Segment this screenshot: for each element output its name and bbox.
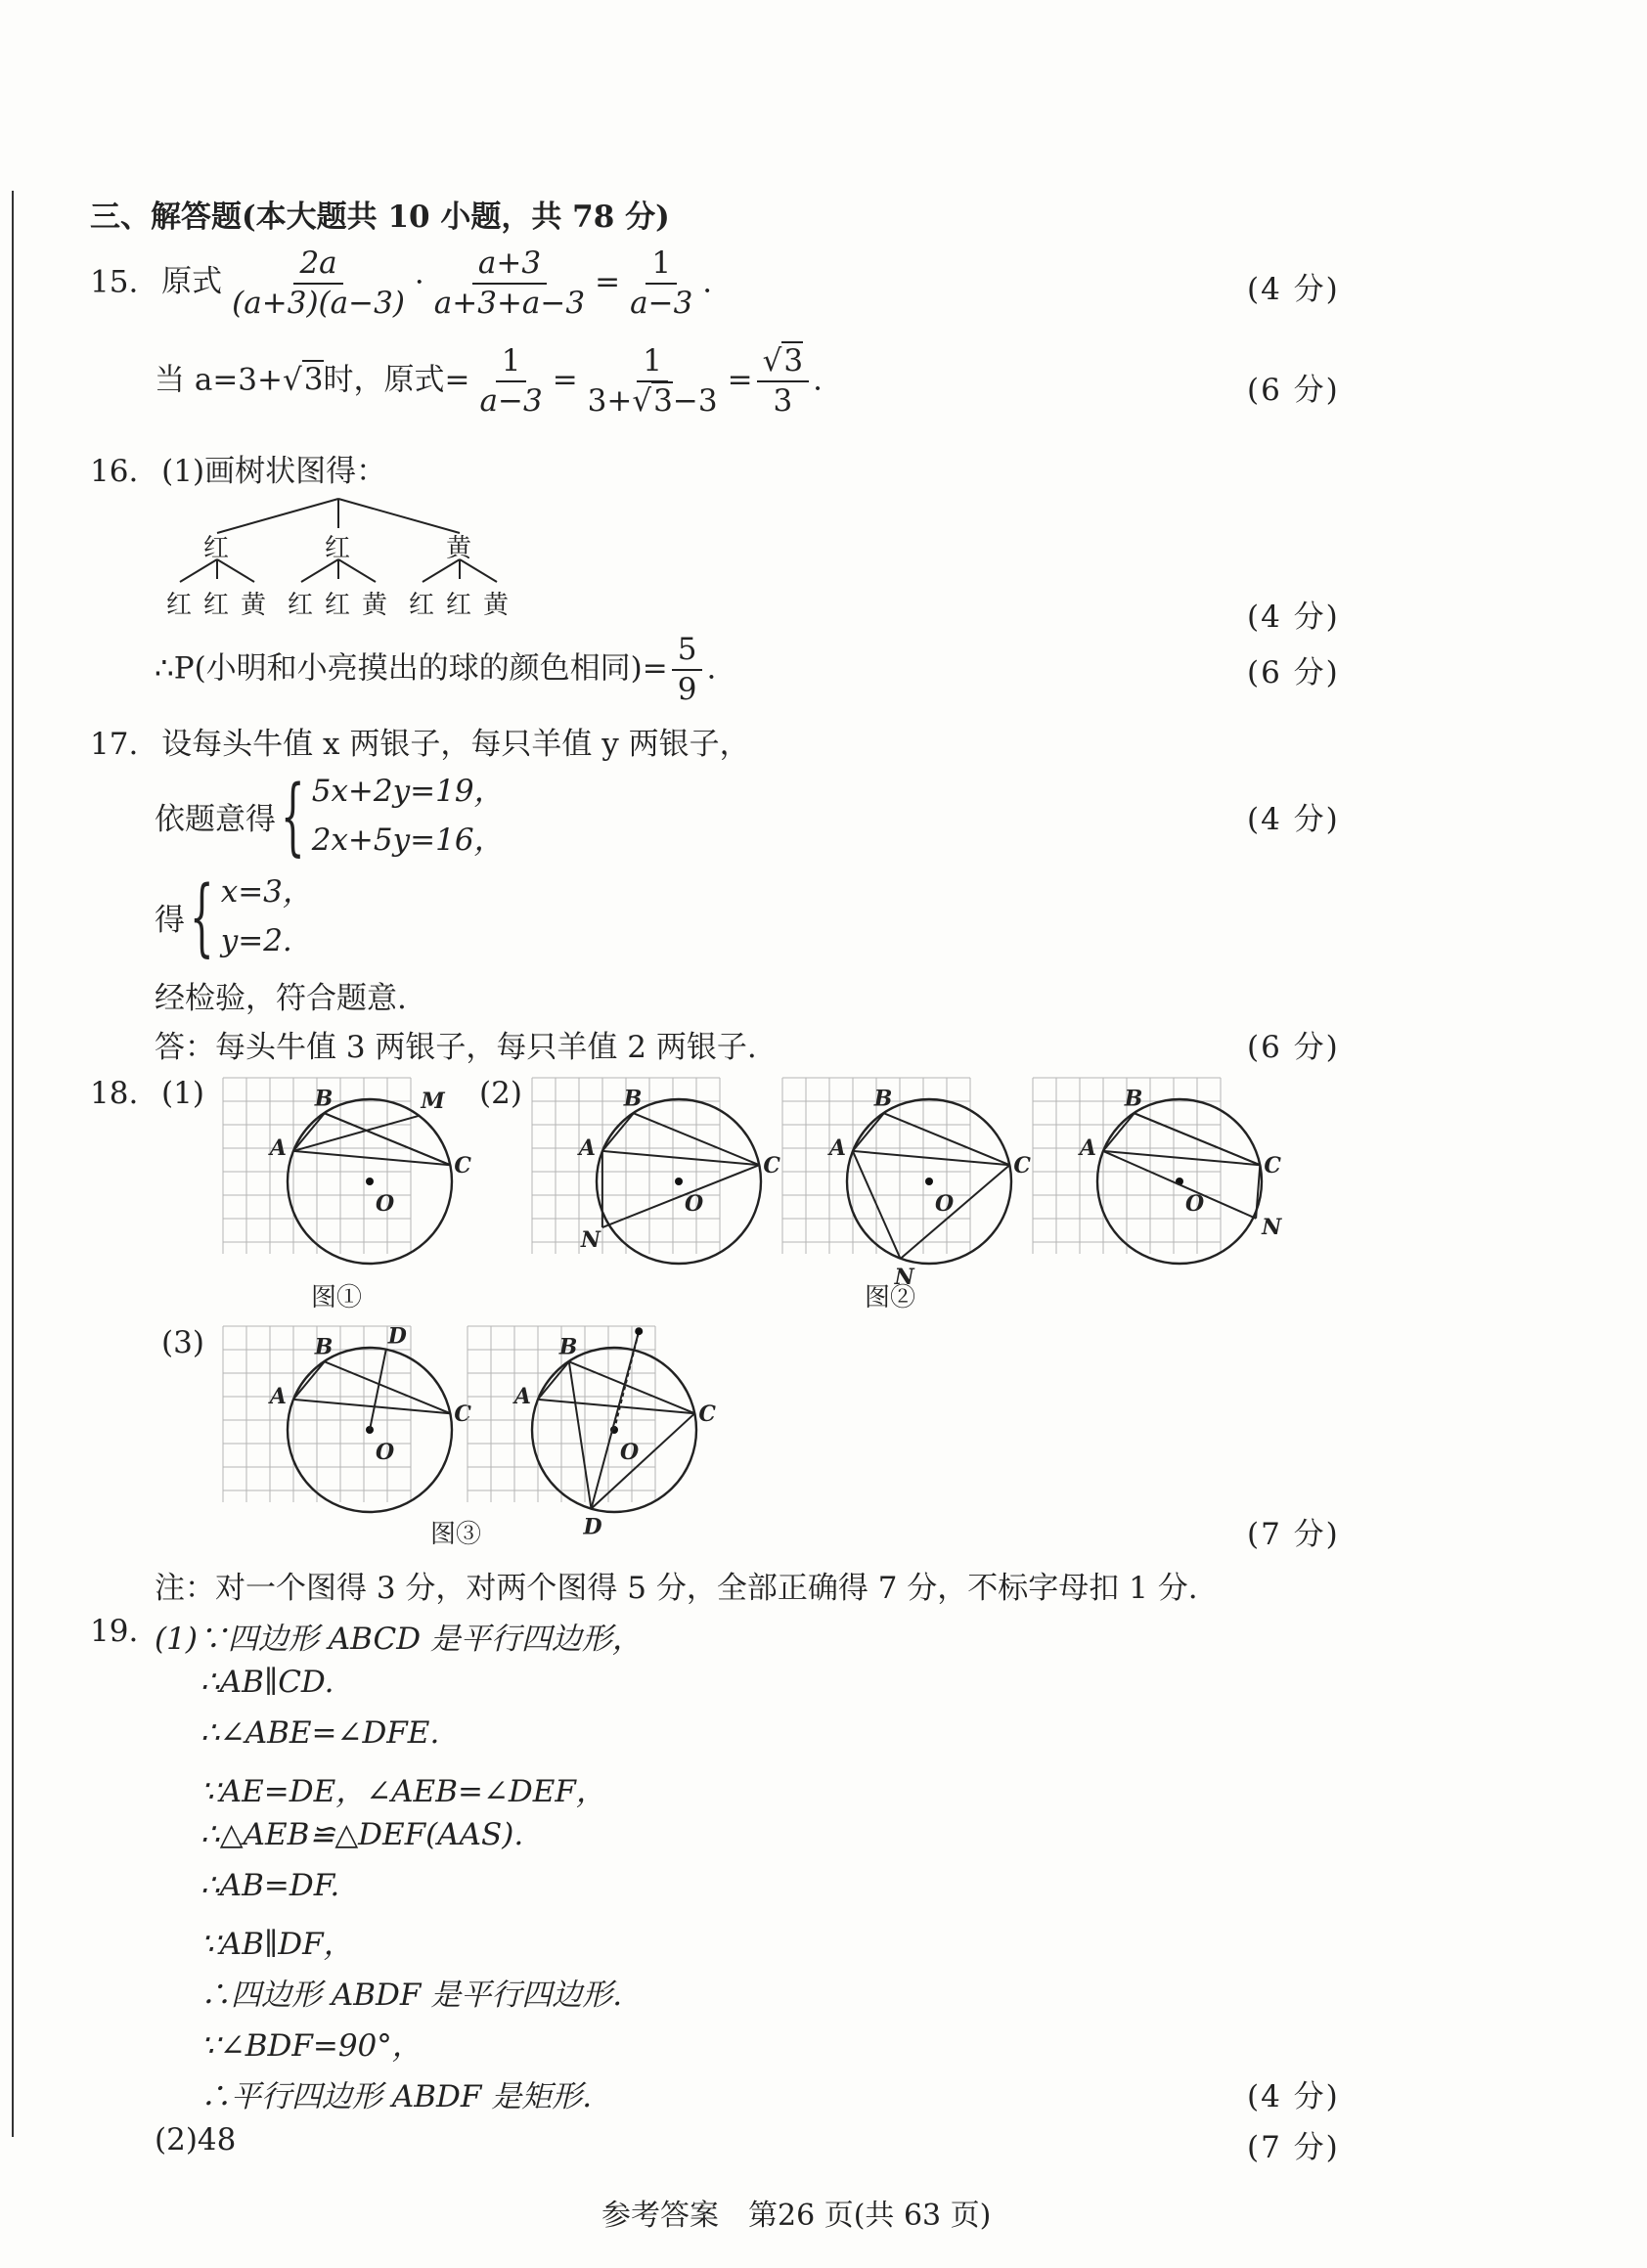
tree-l2-2-0: 红 [409,591,435,620]
q19-line-8: ∵∠BDF=90°， [200,2028,423,2064]
label-o: O [376,1440,395,1465]
label-a: A [578,1134,596,1161]
q17-sol-prefix: 得 [155,903,185,939]
q17-solution [155,868,313,965]
tree-l2-1-2: 黄 [362,591,388,620]
left-margin-rule [12,191,14,2137]
q15-number: 15. [90,264,139,300]
label-c: C [1264,1153,1281,1179]
q17-number: 17. [90,727,139,762]
q19-part2: (2)48 [155,2122,237,2157]
q17-prefix: 依题意得 [155,802,276,838]
q17-sol1: x=3， [220,874,313,910]
q15-score-1: (4 分) [1247,272,1340,307]
q19-line-1: ∴AB∥CD. [200,1665,334,1700]
label-a: A [269,1134,287,1161]
brace-icon: { [190,867,214,966]
tree-l2-0-1: 红 [203,591,230,620]
tree-l1-0: 红 [203,534,230,563]
section-heading: 三、解答题(本大题共 10 小题，共 78 分) [90,200,670,235]
q16-number: 16. [90,454,139,489]
q15-fraction-5: $\frac{1}{3+√3-3}$ [587,343,718,419]
q16-line1 [90,446,386,490]
figure-1-1 [223,1074,471,1260]
label-b: B [873,1086,893,1112]
q19-line-9: ∴平行四边形 ABDF 是矩形. [200,2079,593,2114]
q15-score-2: (6 分) [1247,373,1340,408]
tree-l2-2-2: 黄 [483,591,510,620]
label-o: O [685,1191,704,1217]
label-n: N [894,1264,914,1290]
q17-answer: 答：每头牛值 3 两银子，每只羊值 2 两银子. [155,1030,757,1065]
q15-fraction-4: $\frac{1}{a-3}$ [479,343,543,419]
fig3-caption: 图③ [430,1520,482,1549]
figure-2-3 [1033,1074,1282,1260]
q15-line1 [90,245,712,323]
q19-line-4: ∴△AEB≌△DEF(AAS). [200,1817,524,1852]
label-c: C [454,1401,471,1428]
q15-fraction-6: $\frac{√3}{3}$ [757,342,810,421]
label-n: N [580,1227,601,1254]
label-o: O [935,1191,955,1217]
fig2-caption: 图② [865,1283,916,1312]
figure-3-1 [223,1322,471,1508]
fig1-caption: 图① [311,1283,363,1312]
q19-number: 19. [90,1614,139,1649]
label-c: C [763,1153,780,1179]
figure-3-2 [467,1322,716,1540]
q18-number: 18. [90,1076,139,1111]
q15-prefix: 原式 [161,264,223,300]
q15-line2-prefix: 当 a=3+ [155,362,284,398]
q16-probability-line: ∴P(小明和小亮摸出的球的颜色相同)= $\frac{5}{9}$ . [155,632,717,707]
label-b: B [558,1334,578,1360]
q18-note: 注：对一个图得 3 分，对两个图得 5 分，全部正确得 7 分，不标字母扣 1 分. [155,1571,1198,1606]
q15-fraction-3: $\frac{1}{a-3}$ [630,245,693,321]
q19-score-1: (4 分) [1247,2079,1340,2114]
q17-system [155,768,505,865]
q19-line-0: (1)∵四边形 ABCD 是平行四边形， [155,1622,643,1657]
label-n: N [1262,1214,1282,1240]
figure-2-1 [532,1074,780,1260]
q19-line-3: ∵AE=DE，∠AEB=∠DEF， [200,1774,606,1809]
q17-check: 经检验，符合题意. [155,981,407,1016]
label-b: B [314,1334,334,1360]
tree-l1-2: 黄 [446,534,472,563]
q17-eq2: 2x+5y=16， [311,822,505,858]
q15-period: . [702,264,713,300]
label-o: O [376,1191,395,1217]
brace-icon: { [281,767,305,866]
page-footer: 参考答案 第26 页(共 63 页) [601,2199,992,2233]
label-b: B [314,1086,334,1112]
q16-score-2: (6 分) [1247,655,1340,690]
q15-line2: 当 a=3+√3时，原式= $\frac{1}{a-3}$ = $\frac{1}{3+√3-3}$ = $\frac{√3}{3}$ . [155,343,823,419]
label-a: A [513,1383,531,1409]
tree-l2-0-0: 红 [166,591,193,620]
label-a: A [1079,1134,1096,1161]
tree-l2-0-2: 黄 [241,591,267,620]
label-o: O [1185,1191,1205,1217]
tree-l1-1: 红 [325,534,351,563]
q19-score-2: (7 分) [1247,2130,1340,2165]
q18-part3: (3) [161,1325,204,1360]
q17-score-1: (4 分) [1247,802,1340,837]
label-a: A [828,1134,846,1161]
label-c: C [1013,1153,1031,1179]
q19-line-7: ∴四边形 ABDF 是平行四边形. [200,1978,623,2013]
q17-sol2: y=2. [220,922,292,958]
label-c: C [454,1153,471,1179]
label-c: C [698,1401,716,1428]
q16-prob-fraction: $\frac{5}{9}$ [672,631,703,709]
q15-dot: · [414,264,424,300]
q15-line2-mid: 时，原式= [323,362,470,398]
label-b: B [623,1086,643,1112]
q19-line-6: ∵AB∥DF， [200,1927,354,1962]
label-m: M [421,1088,445,1114]
figure-2-2 [782,1074,1031,1290]
q16-prob-text: ∴P(小明和小亮摸出的球的颜色相同)= [155,650,668,687]
label-a: A [269,1383,287,1409]
q16-part1: (1)画树状图得： [161,454,387,489]
tree-l2-1-1: 红 [325,591,351,620]
q19-line-2: ∴∠ABE=∠DFE. [200,1715,440,1751]
q15-fraction-2: $\frac{a+3}{a+3+a-3}$ [433,245,586,321]
q18-part2: (2) [479,1076,522,1111]
q19-line-5: ∴AB=DF. [200,1868,340,1903]
q15-eq: = [595,264,621,300]
q18-score: (7 分) [1247,1517,1340,1552]
label-b: B [1124,1086,1143,1112]
q17-setup: 设每头牛值 x 两银子，每只羊值 y 两银子， [161,727,750,762]
label-d: D [583,1514,602,1540]
q17-eq1: 5x+2y=19， [311,774,505,809]
q18-part1: (1) [161,1076,204,1111]
q16-score-1: (4 分) [1247,600,1340,635]
label-d: D [387,1323,407,1350]
tree-l2-2-1: 红 [446,591,472,620]
q17-line1 [90,719,750,763]
tree-l2-1-0: 红 [288,591,314,620]
q17-score-2: (6 分) [1247,1030,1340,1065]
q15-sqrt: 3 [303,362,324,398]
label-o: O [620,1440,640,1465]
q15-fraction-1: $\frac{2a}{(a+3)(a-3)}$ [232,245,405,321]
